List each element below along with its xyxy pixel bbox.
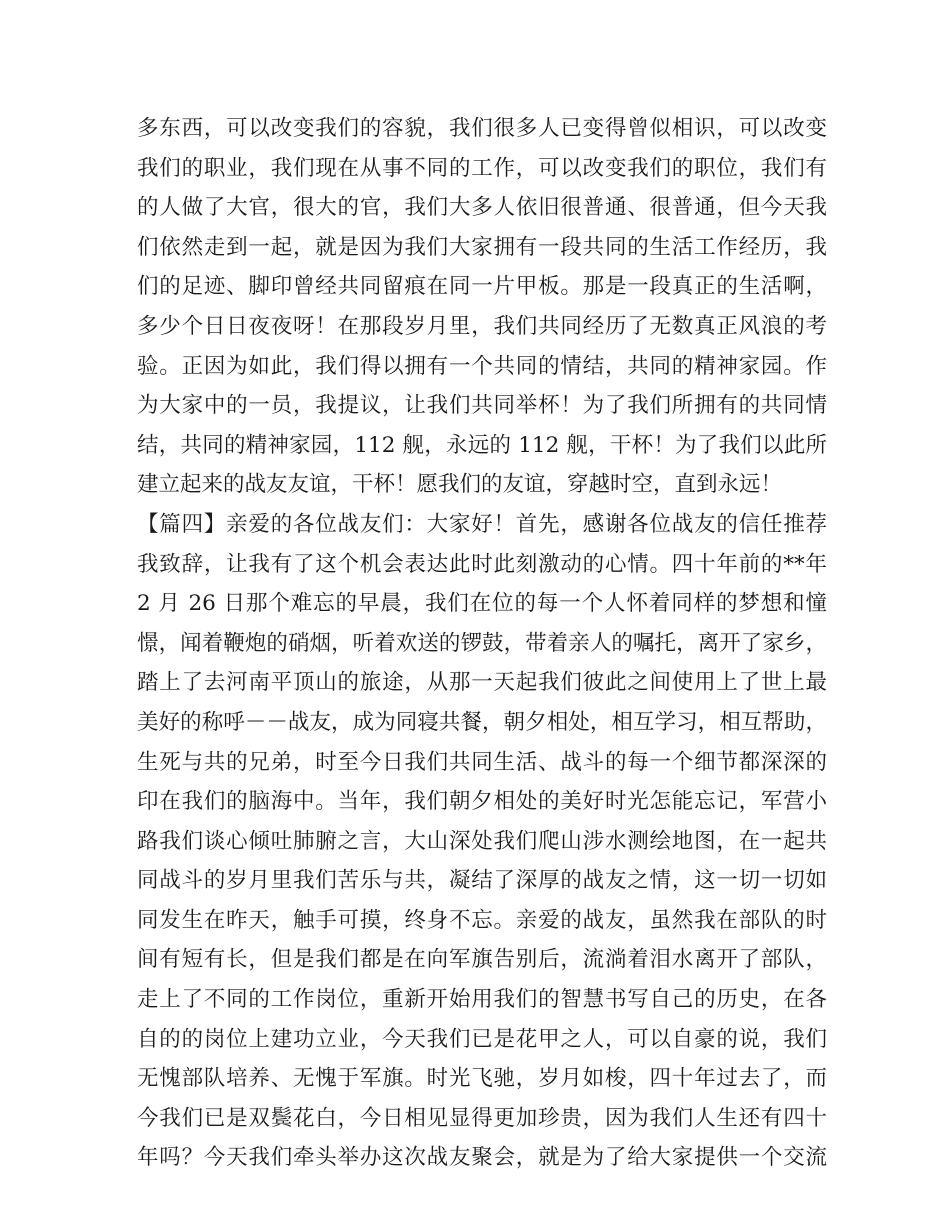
text-line: 走上了不同的工作岗位，重新开始用我们的智慧书写自己的历史，在各 [137, 987, 827, 1013]
text-line: 们依然走到一起，就是因为我们大家拥有一段共同的生活工作经历，我 [137, 234, 827, 260]
text-line: 建立起来的战友友谊，干杯！愿我们的友谊，穿越时空，直到永远！ [137, 472, 783, 498]
text-line: 们的足迹、脚印曾经共同留痕在同一片甲板。那是一段真正的生活啊， [137, 274, 827, 300]
text-line: 生死与共的兄弟，时至今日我们共同生活、战斗的每一个细节都深深的 [137, 749, 827, 775]
text-line: 间有短有长，但是我们都是在向军旗告别后，流淌着泪水离开了部队， [137, 947, 827, 973]
text-line: 自的的岗位上建功立业，今天我们已是花甲之人，可以自豪的说，我们 [137, 1026, 827, 1052]
text-line: 同战斗的岁月里我们苦乐与共，凝结了深厚的战友之情，这一切一切如 [137, 868, 827, 894]
text-line: 路我们谈心倾吐肺腑之言，大山深处我们爬山涉水测绘地图，在一起共 [137, 828, 827, 854]
text-line: 多少个日日夜夜呀！在那段岁月里，我们共同经历了无数真正风浪的考 [137, 313, 827, 339]
text-line: 结，共同的精神家园，112 舰，永远的 112 舰，干杯！为了我们以此所 [137, 432, 827, 458]
text-line: 2 月 26 日那个难忘的早晨，我们在位的每一个人怀着同样的梦想和憧 [137, 591, 827, 617]
text-line: 我致辞，让我有了这个机会表达此时此刻激动的心情。四十年前的**年 [137, 551, 827, 577]
text-line: 今我们已是双鬓花白，今日相见显得更加珍贵，因为我们人生还有四十 [137, 1105, 827, 1131]
text-line: 的人做了大官，很大的官，我们大多人依旧很普通、很普通，但今天我 [137, 195, 827, 221]
text-line: 【篇四】亲爱的各位战友们：大家好！首先，感谢各位战友的信任推荐 [137, 511, 827, 537]
text-line: 同发生在昨天，触手可摸，终身不忘。亲爱的战友，虽然我在部队的时 [137, 907, 827, 933]
body-text [137, 109, 827, 1178]
text-line: 憬，闻着鞭炮的硝烟，听着欢送的锣鼓，带着亲人的嘱托，离开了家乡， [137, 630, 827, 656]
text-line: 验。正因为如此，我们得以拥有一个共同的情结，共同的精神家园。作 [137, 353, 827, 379]
text-line: 为大家中的一员，我提议，让我们共同举杯！为了我们所拥有的共同情 [137, 393, 827, 419]
text-line: 无愧部队培养、无愧于军旗。时光飞驰，岁月如梭，四十年过去了，而 [137, 1066, 827, 1092]
text-line: 我们的职业，我们现在从事不同的工作，可以改变我们的职位，我们有 [137, 155, 827, 181]
text-line: 多东西，可以改变我们的容貌，我们很多人已变得曾似相识，可以改变 [137, 116, 827, 141]
text-line: 年吗？今天我们牵头举办这次战友聚会，就是为了给大家提供一个交流 [137, 1145, 827, 1171]
text-line: 踏上了去河南平顶山的旅途，从那一天起我们彼此之间使用上了世上最 [137, 670, 827, 696]
text-line: 印在我们的脑海中。当年，我们朝夕相处的美好时光怎能忘记，军营小 [137, 789, 827, 815]
text-line: 美好的称呼－－战友，成为同寝共餐，朝夕相处，相互学习，相互帮助， [137, 709, 827, 735]
